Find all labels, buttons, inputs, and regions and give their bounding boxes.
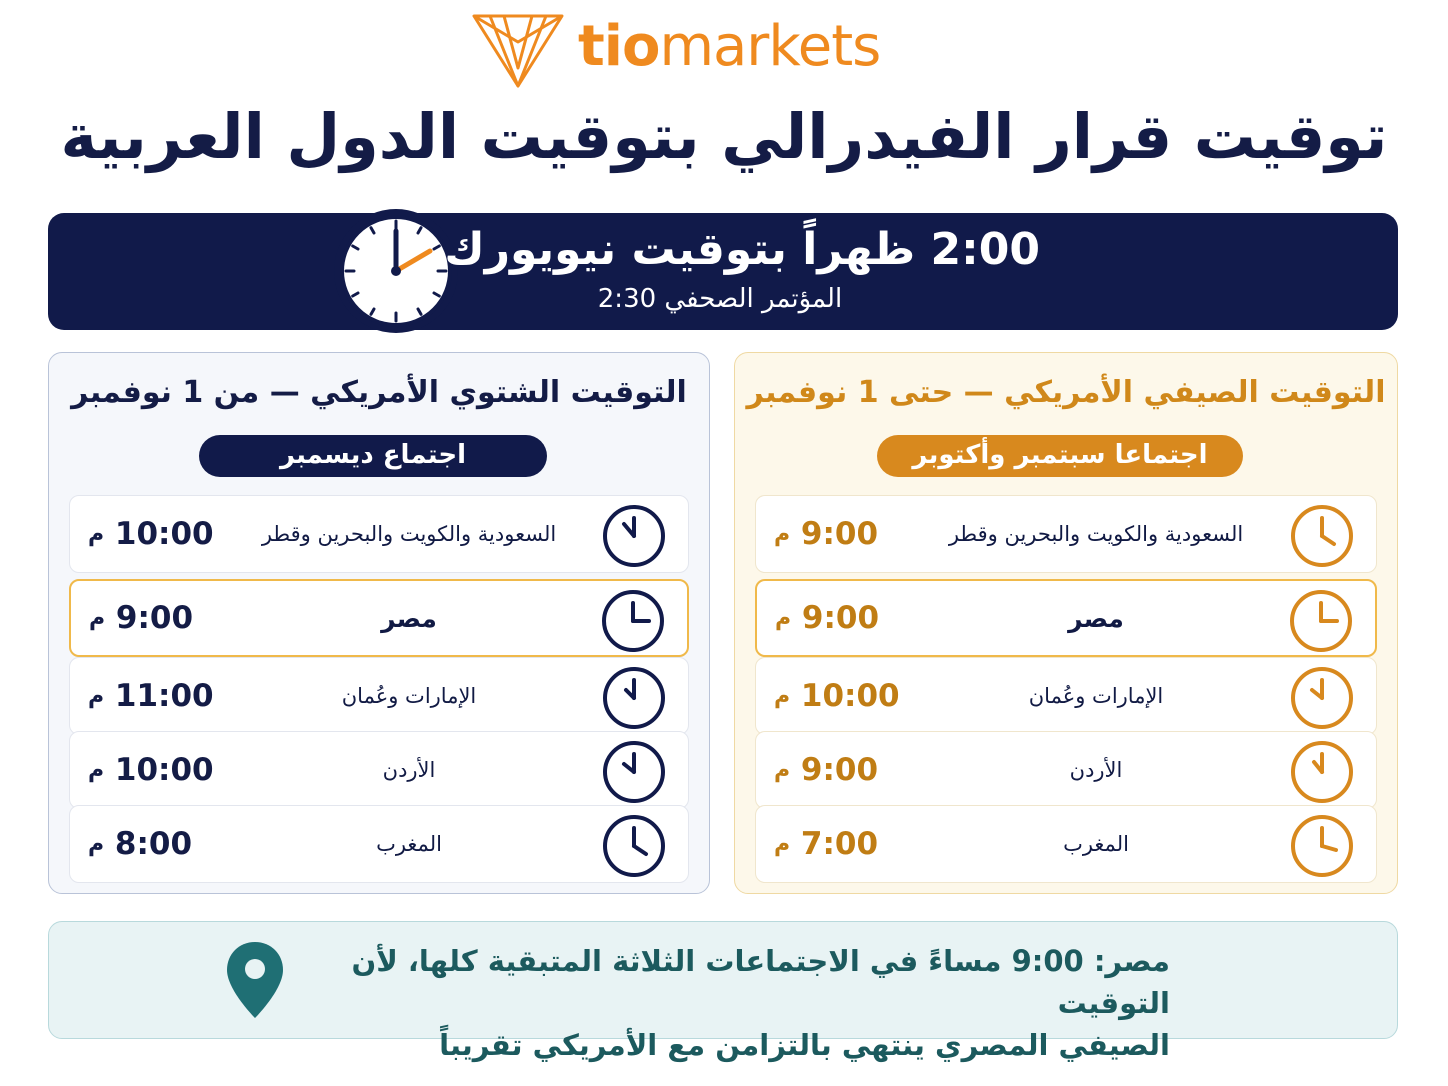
time-unit: م: [88, 831, 105, 857]
press-time: 2:30: [597, 284, 657, 314]
banner-ny-time: [444, 224, 1040, 275]
brand-name-light: markets: [659, 14, 881, 79]
country-name: الإمارات وعُمان: [1028, 684, 1164, 708]
time-value: 10:00: [114, 752, 214, 788]
clock-icon: [601, 589, 665, 653]
clock-icon: [330, 205, 462, 337]
summer-panel-title: التوقيت الصيفي الأمريكي — حتى 1 نوفمبر: [746, 375, 1386, 410]
winter-row-gulf: [69, 495, 689, 573]
time-unit: م: [88, 757, 105, 783]
clock-icon: [1290, 740, 1354, 804]
summer-row-gulf: [755, 495, 1377, 573]
time-unit: م: [774, 683, 791, 709]
time-unit: م: [774, 831, 791, 857]
summer-time-panel: [734, 352, 1398, 894]
time-value: 10:00: [800, 678, 900, 714]
banner-time-value: 2:00: [930, 224, 1040, 275]
note-line-1: مصر: 9:00 مساءً في الاجتماعات الثلاثة المتبقية كلها، لأن التوقيت: [351, 944, 1170, 1020]
summer-row-uae-oman: [755, 657, 1377, 735]
country-name: السعودية والكويت والبحرين وقطر: [948, 522, 1244, 546]
note-line-2: الصيفي المصري ينتهي بالتزامن مع الأمريكي تقريباً: [439, 1028, 1170, 1062]
local-time: [88, 658, 214, 734]
time-unit: م: [775, 605, 792, 631]
clock-icon: [1290, 814, 1354, 878]
banner-press-conference: [480, 284, 960, 314]
winter-row-egypt: [69, 579, 689, 657]
summer-row-egypt: [755, 579, 1377, 657]
time-value: 7:00: [800, 826, 879, 862]
country-name: الأردن: [1069, 758, 1123, 782]
clock-icon: [602, 666, 666, 730]
winter-panel-title: التوقيت الشتوي الأمريكي — من 1 نوفمبر: [71, 375, 687, 410]
local-time: [88, 806, 192, 882]
winter-row-jordan: [69, 731, 689, 809]
clock-icon: [602, 504, 666, 568]
winter-row-morocco: [69, 805, 689, 883]
time-value: 11:00: [114, 678, 214, 714]
time-value: 10:00: [114, 516, 214, 552]
summer-row-jordan: [755, 731, 1377, 809]
brand-logo: [470, 8, 900, 90]
clock-icon: [1290, 504, 1354, 568]
time-value: 9:00: [800, 752, 879, 788]
country-name: المغرب: [376, 832, 442, 856]
time-unit: م: [88, 521, 105, 547]
country-name: السعودية والكويت والبحرين وقطر: [261, 522, 557, 546]
time-value: 8:00: [114, 826, 193, 862]
local-time: [89, 581, 193, 655]
brand-name-bold: tio: [578, 14, 660, 79]
brand-name: [578, 14, 880, 79]
local-time: [88, 732, 214, 808]
winter-time-panel: [48, 352, 710, 894]
local-time: [774, 732, 878, 808]
time-value: 9:00: [800, 516, 879, 552]
time-unit: م: [774, 757, 791, 783]
clock-icon: [1290, 666, 1354, 730]
time-value: 9:00: [115, 600, 194, 636]
clock-icon: [602, 814, 666, 878]
country-name: الإمارات وعُمان: [341, 684, 477, 708]
banner-time-text: ظهراً بتوقيت نيويورك: [444, 224, 916, 275]
country-name: مصر: [381, 603, 437, 633]
local-time: [774, 658, 900, 734]
local-time: [774, 496, 878, 572]
location-pin-icon: [224, 940, 286, 1020]
clock-icon: [602, 740, 666, 804]
page-title: توقيت قرار الفيدرالي بتوقيت الدول العربية: [60, 100, 1388, 173]
time-unit: م: [89, 605, 106, 631]
country-name: مصر: [1068, 603, 1124, 633]
tio-logo-icon: [470, 8, 566, 90]
clock-icon: [1289, 589, 1353, 653]
country-name: المغرب: [1063, 832, 1129, 856]
local-time: [774, 806, 878, 882]
time-unit: م: [774, 521, 791, 547]
summer-meeting-pill: اجتماعا سبتمبر وأكتوبر: [877, 435, 1243, 477]
local-time: [775, 581, 879, 655]
time-value: 9:00: [801, 600, 880, 636]
winter-row-uae-oman: [69, 657, 689, 735]
press-label: المؤتمر الصحفي: [664, 284, 843, 314]
local-time: [88, 496, 214, 572]
egypt-note-text: [320, 940, 1170, 1066]
country-name: الأردن: [382, 758, 436, 782]
summer-row-morocco: [755, 805, 1377, 883]
winter-meeting-pill: اجتماع ديسمبر: [199, 435, 547, 477]
time-unit: م: [88, 683, 105, 709]
